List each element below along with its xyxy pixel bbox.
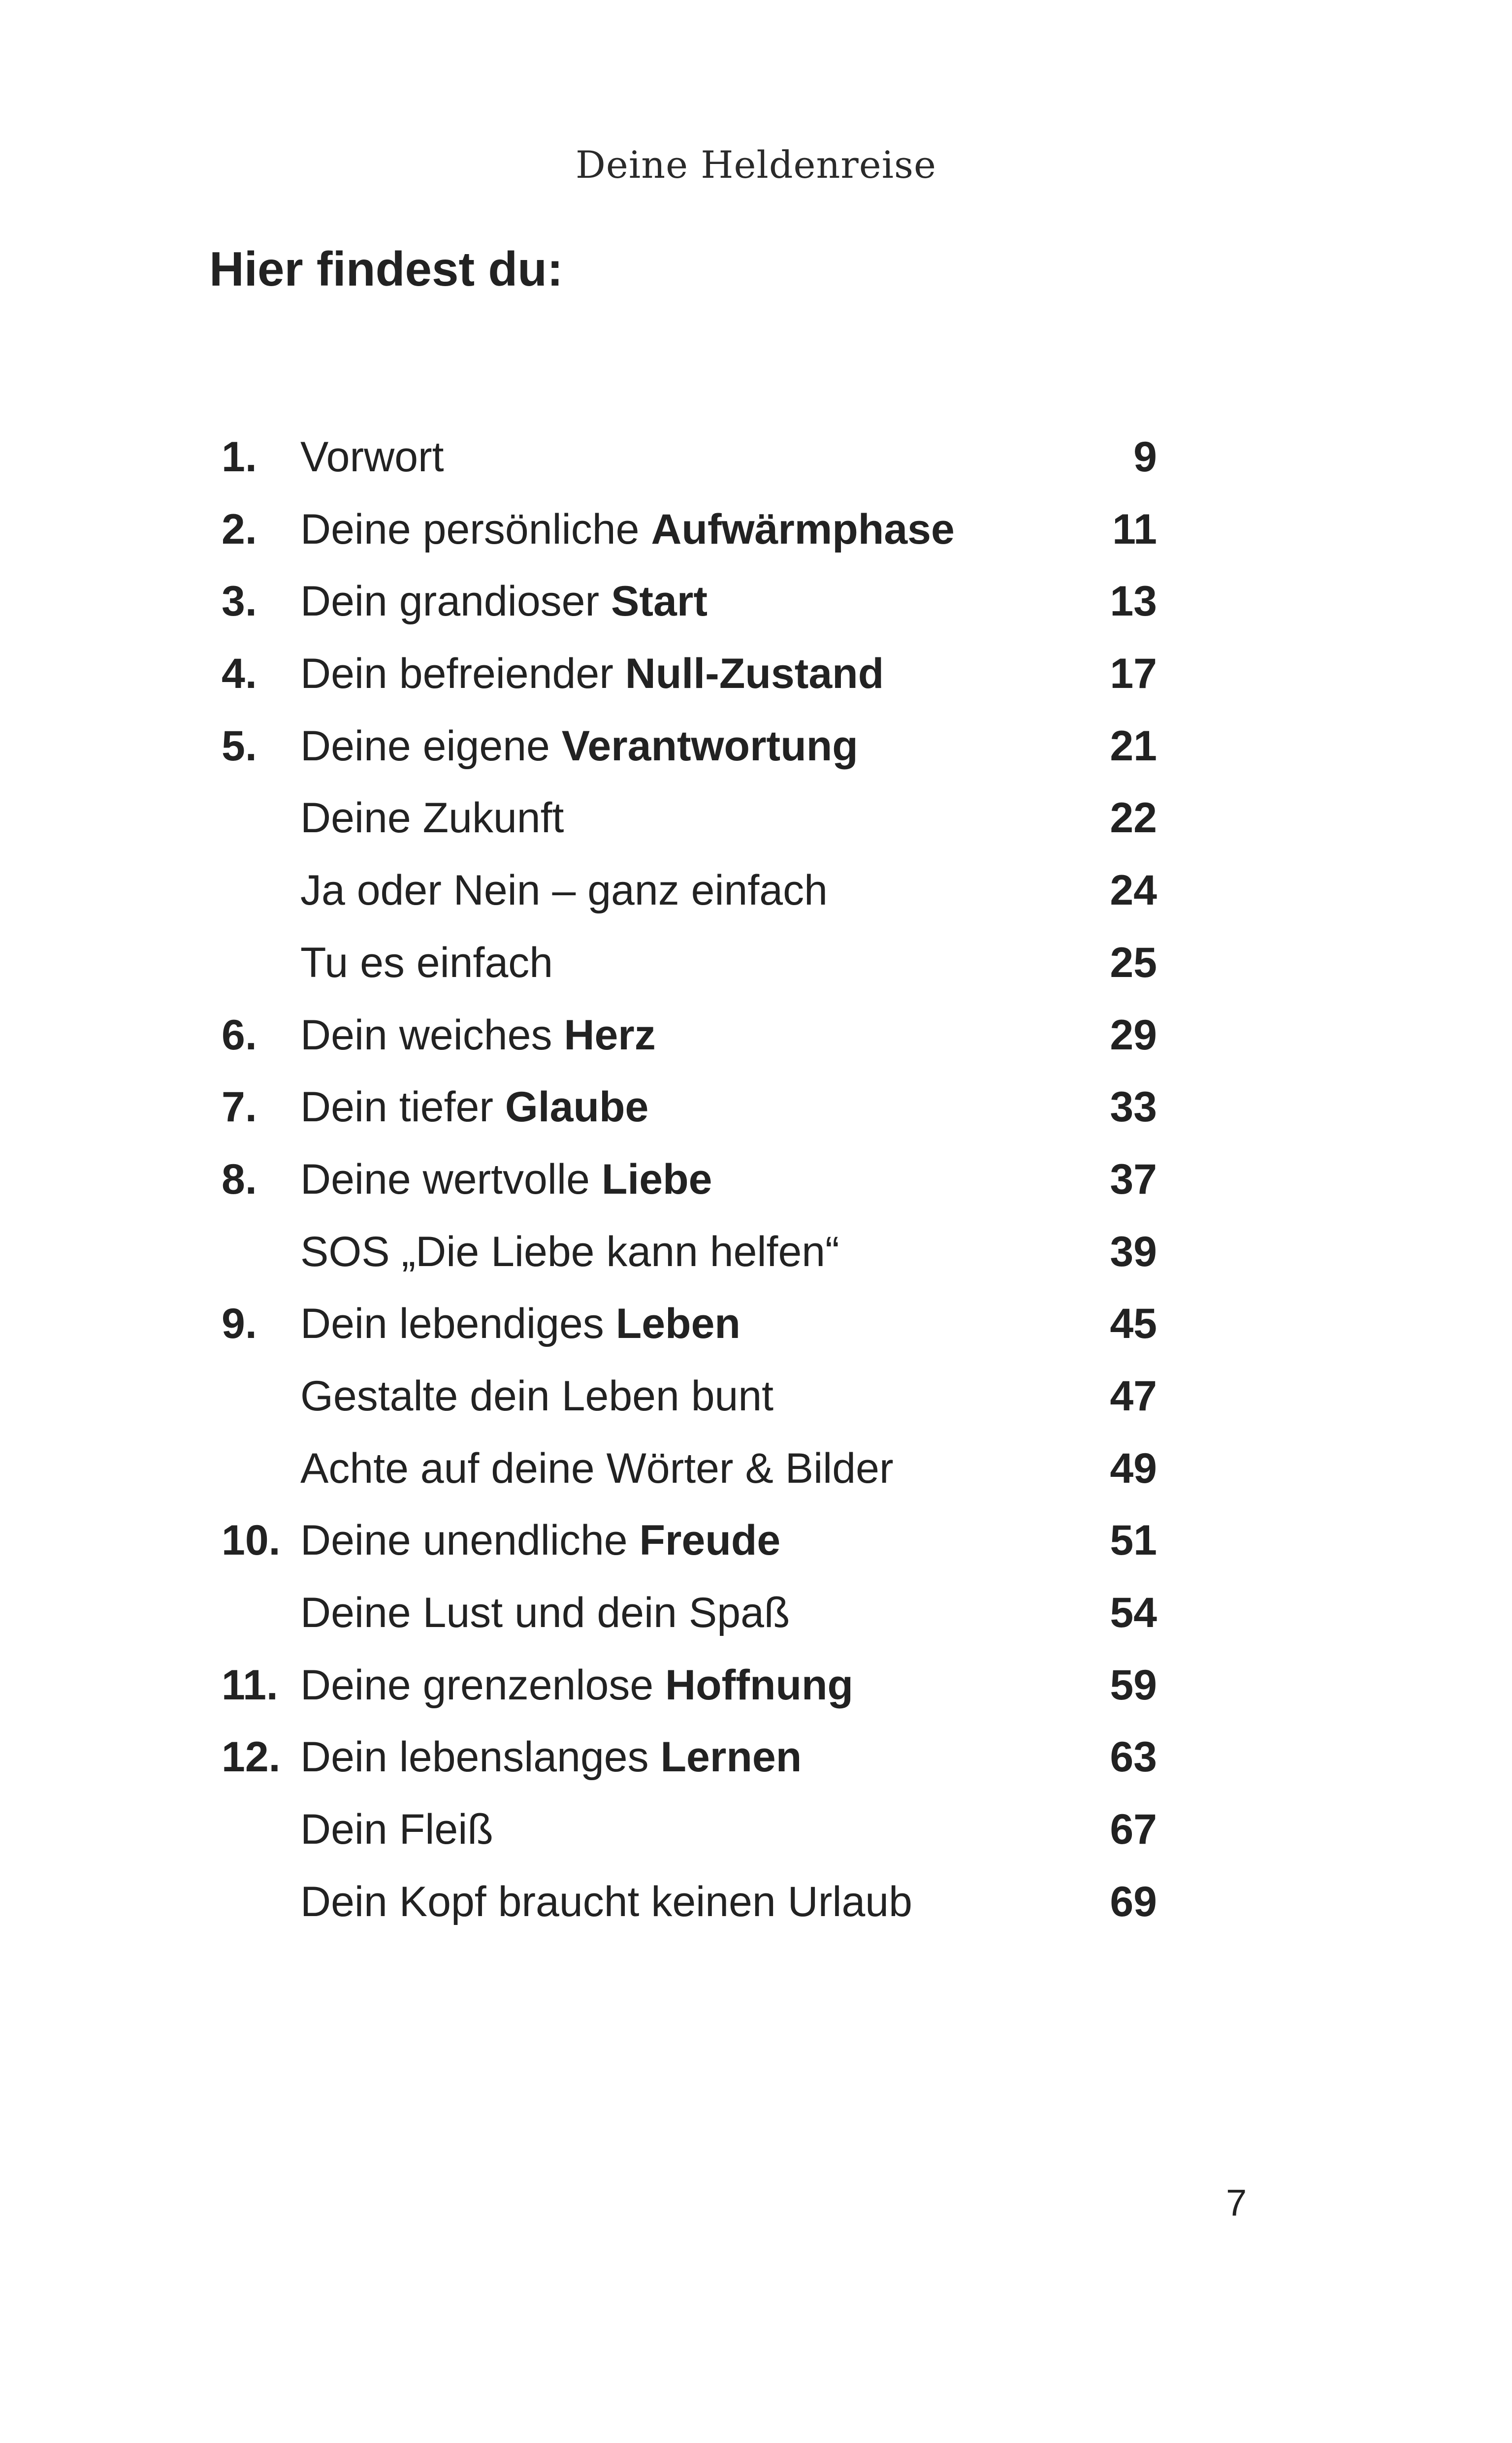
page-number: 7 [1226, 2182, 1247, 2224]
toc-entry [222, 1504, 1157, 1577]
toc-entry-title-text: Tu es einfach [300, 939, 553, 986]
toc-entry-number: 11. [222, 1661, 278, 1709]
toc-entry-number: 8. [222, 1155, 257, 1203]
toc-entry [222, 1071, 1157, 1143]
toc-entry [222, 1721, 1157, 1793]
toc-entry-title-text: SOS „Die Liebe kann helfen“ [300, 1228, 839, 1275]
toc-entry-number: 1. [222, 433, 257, 481]
toc-entry-page: 17 [1110, 650, 1157, 698]
running-header: Deine Heldenreise [575, 143, 937, 187]
toc-entry-title [300, 421, 444, 493]
toc-entry-title-keyword: Hoffnung [665, 1661, 854, 1709]
toc-entry-title [300, 638, 884, 710]
toc-entry-title-text: Dein grandioser [300, 578, 611, 625]
toc-entry-title-text: Deine Zukunft [300, 794, 564, 842]
toc-entry-title-text: Deine persönliche [300, 505, 651, 553]
toc-entry-title-keyword: Herz [564, 1011, 656, 1059]
toc-entry-page: 22 [1110, 794, 1157, 842]
toc-entry-title-text: Dein befreiender [300, 650, 625, 698]
toc-entry-title-keyword: Null-Zustand [625, 650, 884, 698]
page-title: Hier findest du: [209, 242, 563, 296]
toc-entry [222, 782, 1157, 854]
toc-entry-title [300, 1721, 802, 1793]
toc-entry-page: 11 [1112, 505, 1157, 553]
toc-entry-title-text: Gestalte dein Leben bunt [300, 1372, 774, 1420]
toc-entry-title-text: Vorwort [300, 433, 444, 481]
toc-entry-title [300, 1649, 853, 1722]
toc-entry-page: 54 [1110, 1589, 1157, 1636]
toc-entry [222, 927, 1157, 999]
toc-entry-title-text: Deine Lust und dein Spaß [300, 1589, 790, 1636]
toc-entry [222, 493, 1157, 566]
toc-entry [222, 1866, 1157, 1938]
toc-entry-title [300, 1793, 493, 1866]
toc-entry-title-keyword: Freude [639, 1517, 781, 1564]
toc-entry-number: 4. [222, 650, 257, 698]
toc-entry-title [300, 1866, 912, 1938]
toc-entry-title [300, 999, 656, 1072]
toc-entry [222, 1433, 1157, 1505]
toc-entry-number: 2. [222, 505, 257, 553]
toc-entry-title [300, 1071, 648, 1143]
toc-entry-page: 13 [1110, 578, 1157, 625]
toc-entry-title [300, 1288, 740, 1360]
toc-entry-title [300, 1360, 773, 1433]
toc-entry-page: 9 [1133, 433, 1157, 481]
toc-entry-number: 3. [222, 578, 257, 625]
toc-entry-title-text: Dein tiefer [300, 1083, 505, 1131]
toc-entry-title-text: Deine wertvolle [300, 1155, 602, 1203]
toc-entry-title-keyword: Leben [615, 1300, 740, 1348]
toc-entry-title-keyword: Aufwärmphase [651, 505, 955, 553]
toc-entry [222, 1360, 1157, 1433]
toc-entry-title-text: Dein weiches [300, 1011, 564, 1059]
toc-entry-number: 12. [222, 1733, 281, 1781]
toc-entry [222, 1649, 1157, 1722]
toc-entry-title [300, 927, 553, 999]
toc-entry-page: 25 [1110, 939, 1157, 986]
table-of-contents [222, 421, 1157, 1938]
toc-entry-title [300, 710, 858, 782]
toc-entry-title-text: Dein lebenslanges [300, 1733, 661, 1781]
toc-entry [222, 1143, 1157, 1216]
toc-entry [222, 638, 1157, 710]
toc-entry-title [300, 782, 564, 854]
toc-entry-number: 5. [222, 722, 257, 770]
toc-entry [222, 1577, 1157, 1649]
toc-entry-title [300, 1504, 780, 1577]
toc-entry-title-keyword: Start [611, 578, 708, 625]
toc-entry-title [300, 493, 955, 566]
toc-entry-number: 10. [222, 1517, 281, 1564]
toc-entry-title-keyword: Glaube [505, 1083, 649, 1131]
toc-entry-title-text: Dein Fleiß [300, 1806, 493, 1854]
toc-entry [222, 565, 1157, 638]
toc-entry-page: 63 [1110, 1733, 1157, 1781]
toc-entry-title-text: Deine unendliche [300, 1517, 640, 1564]
toc-entry-number: 7. [222, 1083, 257, 1131]
toc-entry-page: 67 [1110, 1806, 1157, 1854]
toc-entry [222, 999, 1157, 1072]
toc-entry-page: 59 [1110, 1661, 1157, 1709]
toc-entry-number: 9. [222, 1300, 257, 1348]
toc-entry-page: 69 [1110, 1878, 1157, 1925]
toc-entry-page: 39 [1110, 1228, 1157, 1275]
toc-entry-title [300, 1216, 839, 1288]
toc-entry-page: 45 [1110, 1300, 1157, 1348]
toc-entry-title-keyword: Lernen [660, 1733, 802, 1781]
toc-entry [222, 1288, 1157, 1360]
toc-entry-page: 33 [1110, 1083, 1157, 1131]
toc-entry-title-keyword: Verantwortung [561, 722, 858, 770]
toc-entry-page: 24 [1110, 867, 1157, 914]
toc-entry-title-text: Dein lebendiges [300, 1300, 616, 1348]
toc-entry [222, 421, 1157, 493]
toc-entry [222, 1793, 1157, 1866]
toc-entry-title [300, 1143, 712, 1216]
toc-entry-title [300, 1577, 790, 1649]
toc-entry-title-keyword: Liebe [601, 1155, 712, 1203]
toc-entry [222, 710, 1157, 782]
toc-entry-title-text: Deine eigene [300, 722, 562, 770]
toc-entry-page: 51 [1110, 1517, 1157, 1564]
toc-entry-page: 37 [1110, 1155, 1157, 1203]
toc-entry-title-text: Ja oder Nein – ganz einfach [300, 867, 828, 914]
toc-entry-title [300, 854, 828, 927]
toc-entry [222, 1216, 1157, 1288]
toc-entry-title-text: Deine grenzenlose [300, 1661, 666, 1709]
toc-entry-title [300, 565, 708, 638]
toc-entry-page: 47 [1110, 1372, 1157, 1420]
toc-entry-page: 21 [1110, 722, 1157, 770]
toc-entry-title-text: Dein Kopf braucht keinen Urlaub [300, 1878, 912, 1925]
toc-entry-title [300, 1433, 894, 1505]
toc-entry [222, 854, 1157, 927]
toc-entry-page: 49 [1110, 1444, 1157, 1492]
toc-entry-page: 29 [1110, 1011, 1157, 1059]
toc-entry-title-text: Achte auf deine Wörter & Bilder [300, 1444, 894, 1492]
toc-entry-number: 6. [222, 1011, 257, 1059]
